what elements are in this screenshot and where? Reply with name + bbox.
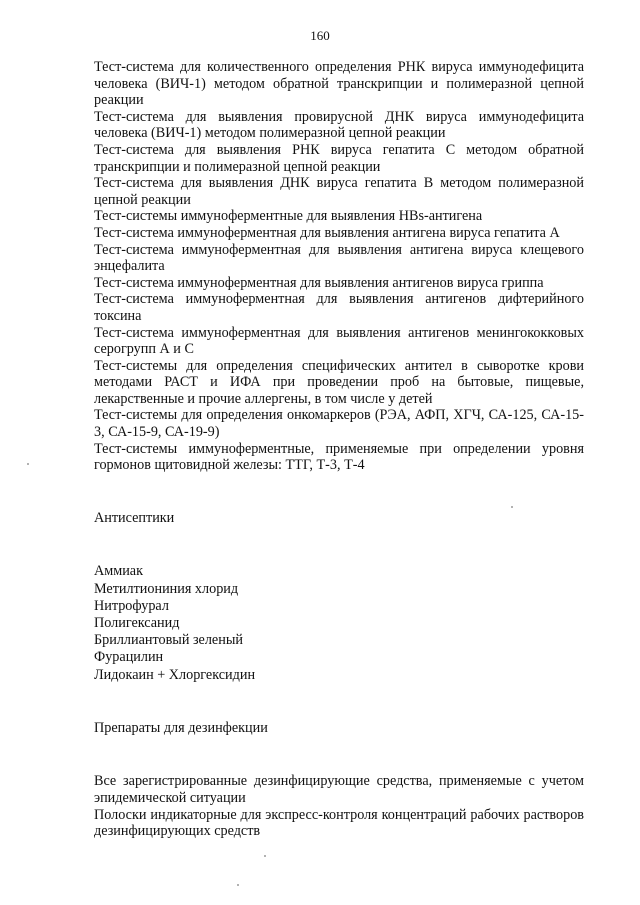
list-item: Бриллиантовый зеленый — [94, 632, 243, 649]
list-item: Тест-система иммуноферментная для выявления антигена вируса клещевого энцефалита — [94, 241, 584, 275]
list-item: Лидокаин + Хлоргексидин — [94, 666, 256, 683]
scan-speck — [27, 463, 29, 465]
disinfection-list — [94, 773, 584, 839]
list-item: Тест-система для выявления провирусной ДНК вируса иммунодефицита человека (ВИЧ-1) методом полимеразной цепной реакции — [94, 108, 584, 142]
list-item: Тест-системы иммуноферментные для выявления HBs-антигена — [94, 208, 483, 225]
disinfection-heading: Препараты для дезинфекции — [94, 719, 268, 736]
list-item: Тест-система для выявления ДНК вируса гепатита В методом полимеразной цепной реакции — [94, 175, 584, 208]
scan-speck — [237, 884, 239, 886]
antiseptics-list — [94, 563, 584, 683]
list-item: Нитрофурал — [94, 597, 169, 614]
list-item: Тест-системы для определения специфических антител в сыворотке крови методами РАСТ и ИФА при проведении проб на бытовые, пищевые, лекарственные и прочие аллергены, в том числе у детей — [94, 357, 584, 407]
list-item: Тест-система иммуноферментная для выявления антигенов дифтерийного токсина — [94, 291, 584, 324]
list-item: Все зарегистрированные дезинфицирующие средства, применяемые с учетом эпидемической ситуации — [94, 773, 584, 807]
page-number: 160 — [310, 28, 330, 43]
list-item: Тест-система для выявления РНК вируса гепатита С методом обратной транскрипции и полимеразной цепной реакции — [94, 141, 584, 175]
list-item: Тест-системы для определения онкомаркеров (РЭА, АФП, ХГЧ, СА-125, СА-15-3, СА-15-9, СА-19-9) — [94, 407, 584, 441]
list-item: Полоски индикаторные для экспресс-контроля концентраций рабочих растворов дезинфицирующих средств — [94, 806, 584, 840]
list-item: Тест-системы иммуноферментные, применяемые при определении уровня гормонов щитовидной железы: ТТГ, Т-3, Т-4 — [94, 440, 584, 474]
scan-speck — [511, 506, 513, 508]
list-item: Тест-система для количественного определения РНК вируса иммунодефицита человека (ВИЧ-1) методом обратной транскрипции и полимеразной цепной реакции — [94, 59, 584, 109]
list-item: Фурацилин — [94, 649, 164, 666]
list-item: Тест-система иммуноферментная для выявления антигенов менингококковых серогрупп А и С — [94, 324, 584, 358]
scan-speck — [264, 855, 266, 857]
list-item: Тест-система иммуноферментная для выявления антигенов вируса гриппа — [94, 274, 544, 291]
list-item: Аммиак — [94, 563, 143, 580]
list-item: Тест-система иммуноферментная для выявления антигена вируса гепатита А — [94, 224, 560, 241]
test-systems-list — [94, 59, 584, 474]
antiseptics-heading: Антисептики — [94, 509, 175, 526]
page-content — [94, 59, 584, 840]
list-item: Полигексанид — [94, 615, 180, 632]
list-item: Метилтиониния хлорид — [94, 580, 239, 597]
